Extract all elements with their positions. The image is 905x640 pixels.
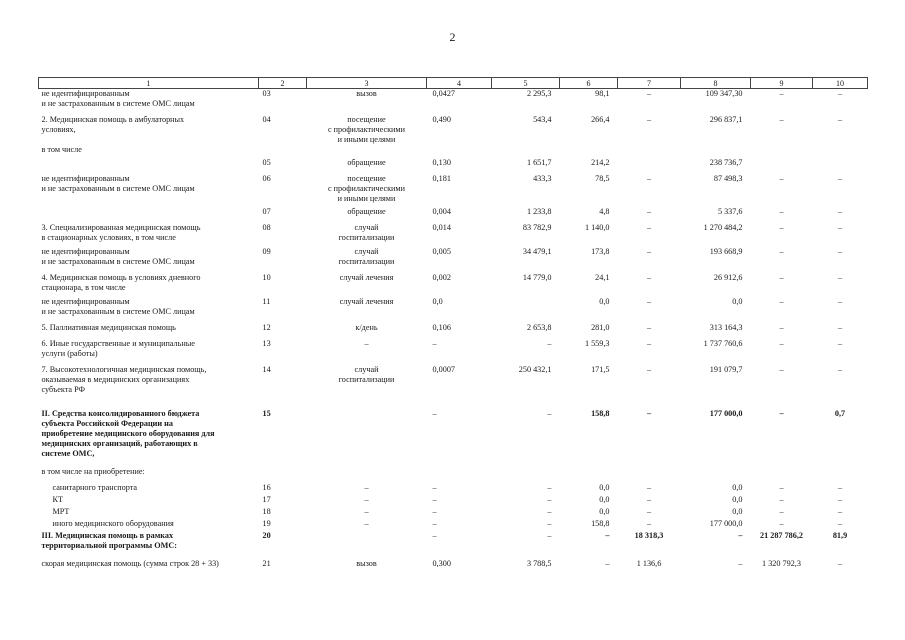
cell-col-3: вызов xyxy=(356,89,377,98)
cell-col-1: санитарного транспорта xyxy=(52,483,138,492)
cell-col-6: 266,4 xyxy=(591,115,610,124)
cell-col-10: – xyxy=(837,507,843,516)
cell-col-7: – xyxy=(646,247,652,256)
cell-col-5: 2 653,8 xyxy=(526,323,552,332)
cell-col-1: 4. Медицинская помощь в условиях дневного стационара, в том числе xyxy=(41,273,201,292)
cell-col-8: 5 337,6 xyxy=(717,207,743,216)
cell-col-8: 193 668,9 xyxy=(709,247,743,256)
table-row xyxy=(39,267,868,293)
cell-col-2: 21 xyxy=(262,559,271,568)
cell-col-5 xyxy=(492,293,560,317)
table-row xyxy=(39,333,868,359)
cell-col-8: 0,0 xyxy=(732,495,743,504)
cell-col-1: 5. Паллиативная медицинская помощь xyxy=(41,323,176,332)
cell-col-5: – xyxy=(547,495,552,504)
cell-col-4: – xyxy=(432,409,437,418)
cell-col-7: – xyxy=(646,409,652,418)
cell-col-2: 12 xyxy=(262,323,271,332)
cell-col-5: 433,3 xyxy=(533,174,552,183)
cell-col-10 xyxy=(813,155,868,168)
cell-col-7: – xyxy=(646,483,652,492)
cell-col-3: вызов xyxy=(356,559,377,568)
cell-col-9: – xyxy=(779,365,784,374)
cell-col-10: – xyxy=(837,223,843,232)
cell-col-9: 1 320 792,3 xyxy=(762,559,801,568)
cell-col-5: 83 782,9 xyxy=(522,223,552,232)
cell-col-6: – xyxy=(605,559,610,568)
table-row xyxy=(39,493,868,505)
table-row xyxy=(39,459,868,477)
cell-col-6: 0,0 xyxy=(599,483,610,492)
cell-col-3: – xyxy=(364,339,369,348)
cell-col-2: 09 xyxy=(262,247,271,256)
cell-col-1: КТ xyxy=(52,495,63,504)
cell-col-4: – xyxy=(432,339,437,348)
cell-col-8: – xyxy=(738,531,743,540)
cell-col-6: 1 140,0 xyxy=(584,223,610,232)
cell-col-7: – xyxy=(646,365,652,374)
column-header-1: 1 xyxy=(39,78,259,89)
cell-col-3: случай госпитализации xyxy=(338,223,395,242)
cell-col-2: 17 xyxy=(262,495,271,504)
cell-col-5: – xyxy=(547,339,552,348)
cell-col-2 xyxy=(259,459,307,477)
cell-col-3: – xyxy=(364,519,369,528)
cell-col-9: 21 287 786,2 xyxy=(760,531,803,540)
cell-col-10: – xyxy=(837,339,843,348)
cell-col-2: 05 xyxy=(262,158,271,167)
cell-col-8: 0,0 xyxy=(732,297,743,306)
cell-col-1: III. Медицинская помощь в рамках территориальной программы ОМС: xyxy=(41,531,177,550)
cell-col-4: 0,004 xyxy=(432,207,451,216)
cell-col-7 xyxy=(618,155,681,168)
cell-col-3 xyxy=(307,395,427,459)
column-header-8: 8 xyxy=(681,78,751,89)
cell-col-10: – xyxy=(837,483,843,492)
cell-col-3 xyxy=(307,459,427,477)
cell-col-2: 19 xyxy=(262,519,271,528)
cell-col-2: 07 xyxy=(262,207,271,216)
cell-col-5: 543,4 xyxy=(533,115,552,124)
cell-col-2: 15 xyxy=(262,409,271,418)
table-row xyxy=(39,204,868,217)
cell-col-8: 26 912,6 xyxy=(713,273,743,282)
cell-col-7: – xyxy=(646,519,652,528)
cell-col-4: – xyxy=(432,507,437,516)
cell-col-6 xyxy=(560,459,618,477)
table-row xyxy=(39,89,868,110)
cell-col-6: 78,5 xyxy=(595,174,610,183)
cell-col-4: 0,014 xyxy=(432,223,451,232)
cell-col-9: – xyxy=(779,247,784,256)
cell-col-10: – xyxy=(837,559,843,568)
cell-col-5: 250 432,1 xyxy=(518,365,552,374)
cell-col-1: II. Средства консолидированного бюджета субъекта Российской Федерации на приобретение медицинского оборудования для медицинских организаций, работающих в системе ОМС, xyxy=(41,409,215,458)
cell-col-5: 1 651,7 xyxy=(526,158,552,167)
cell-col-5: 34 479,1 xyxy=(522,247,552,256)
cell-col-9: – xyxy=(779,339,784,348)
table-row xyxy=(39,317,868,333)
cell-col-3: к/день xyxy=(355,323,378,332)
cell-col-8: 191 079,7 xyxy=(709,365,743,374)
cell-col-6: 1 559,3 xyxy=(584,339,610,348)
cell-col-3: посещение с профилактическими и иными целями xyxy=(328,115,405,144)
cell-col-10: – xyxy=(837,297,843,306)
cell-col-7: – xyxy=(646,507,652,516)
cell-col-6: 158,8 xyxy=(591,519,610,528)
cell-col-9: – xyxy=(779,519,784,528)
column-header-4: 4 xyxy=(427,78,492,89)
cell-col-5: 14 779,0 xyxy=(522,273,552,282)
cell-col-5: – xyxy=(547,507,552,516)
cell-col-8: 296 837,1 xyxy=(709,115,743,124)
cell-col-4: 0,300 xyxy=(432,559,451,568)
cell-col-7: – xyxy=(646,174,652,183)
cell-col-1: не идентифицированным и не застрахованным в системе ОМС лицам xyxy=(41,247,195,266)
cell-col-7: 1 136,6 xyxy=(636,559,662,568)
cell-col-4 xyxy=(427,459,492,477)
cell-col-5: – xyxy=(547,483,552,492)
cell-col-2: 11 xyxy=(262,297,271,306)
cell-col-10: – xyxy=(837,174,843,183)
table-row xyxy=(39,551,868,569)
cell-col-5: – xyxy=(547,531,552,540)
cell-col-8: 238 736,7 xyxy=(709,158,743,167)
cell-col-1: 2. Медицинская помощь в амбулаторных условиях, в том числе xyxy=(41,115,185,154)
cell-col-7: – xyxy=(646,89,652,98)
cell-col-7: – xyxy=(646,323,652,332)
cell-col-8: 1 737 760,6 xyxy=(703,339,743,348)
table-header-row xyxy=(39,78,868,89)
cell-col-1: 6. Иные государственные и муниципальные услуги (работы) xyxy=(41,339,195,358)
cell-col-10: 0,7 xyxy=(834,409,846,418)
cell-col-10: – xyxy=(837,247,843,256)
cell-col-7: 18 318,3 xyxy=(634,531,664,540)
cell-col-6: 24,1 xyxy=(595,273,610,282)
cell-col-10: – xyxy=(837,495,843,504)
cell-col-5: – xyxy=(547,409,552,418)
cell-col-9 xyxy=(751,459,813,477)
cell-col-1: МРТ xyxy=(52,507,70,516)
table-row xyxy=(39,293,868,317)
table-row xyxy=(39,529,868,551)
cell-col-10: – xyxy=(837,365,843,374)
cell-col-2: 18 xyxy=(262,507,271,516)
cell-col-8: 177 000,0 xyxy=(709,519,743,528)
cell-col-4: – xyxy=(432,495,437,504)
cell-col-2: 13 xyxy=(262,339,271,348)
cell-col-8: 1 270 484,2 xyxy=(703,223,743,232)
cell-col-3: случай госпитализации xyxy=(338,247,395,266)
cell-col-8: 313 164,3 xyxy=(709,323,743,332)
cell-col-2: 04 xyxy=(262,115,271,124)
cell-col-4: 0,130 xyxy=(432,158,451,167)
cell-col-5: 1 233,8 xyxy=(526,207,552,216)
column-header-3: 3 xyxy=(307,78,427,89)
column-header-6: 6 xyxy=(560,78,618,89)
cell-col-10: – xyxy=(837,323,843,332)
cell-col-3: – xyxy=(364,507,369,516)
cell-col-9 xyxy=(751,155,813,168)
cell-col-6: 0,0 xyxy=(599,297,610,306)
cell-col-2: 14 xyxy=(262,365,271,374)
cell-col-9: – xyxy=(779,174,784,183)
cell-col-9: – xyxy=(779,223,784,232)
cell-col-1: не идентифицированным и не застрахованным в системе ОМС лицам xyxy=(41,174,195,193)
cell-col-3 xyxy=(307,529,427,551)
table-body xyxy=(39,89,868,570)
cell-col-6: 98,1 xyxy=(595,89,610,98)
cell-col-2: 06 xyxy=(262,174,271,183)
cell-col-9: – xyxy=(779,207,784,216)
cell-col-2: 10 xyxy=(262,273,271,282)
cell-col-10: – xyxy=(837,89,843,98)
cell-col-10: 81,9 xyxy=(832,531,848,540)
column-header-2: 2 xyxy=(259,78,307,89)
cell-col-3: случай госпитализации xyxy=(338,365,395,384)
table-row xyxy=(39,395,868,459)
cell-col-8 xyxy=(681,459,751,477)
cell-col-10: – xyxy=(837,115,843,124)
cell-col-5: 2 295,3 xyxy=(526,89,552,98)
cell-col-7: – xyxy=(646,495,652,504)
cell-col-9: – xyxy=(779,507,784,516)
cell-col-10: – xyxy=(837,519,843,528)
column-header-7: 7 xyxy=(618,78,681,89)
data-table xyxy=(38,77,868,569)
cell-col-6: 0,0 xyxy=(599,495,610,504)
cell-col-3: – xyxy=(364,483,369,492)
cell-col-4: 0,181 xyxy=(432,174,451,183)
table-row xyxy=(39,168,868,204)
column-header-5: 5 xyxy=(492,78,560,89)
table-row xyxy=(39,243,868,267)
cell-col-10: – xyxy=(837,207,843,216)
cell-col-3: посещение с профилактическими и иными целями xyxy=(328,174,405,203)
cell-col-2: 03 xyxy=(262,89,271,98)
cell-col-4: – xyxy=(432,483,437,492)
cell-col-6: 4,8 xyxy=(599,207,610,216)
cell-col-7: – xyxy=(646,207,652,216)
cell-col-2: 16 xyxy=(262,483,271,492)
cell-col-10: – xyxy=(837,273,843,282)
cell-col-9: – xyxy=(779,495,784,504)
cell-col-7: – xyxy=(646,273,652,282)
cell-col-1: иного медицинского оборудования xyxy=(52,519,174,528)
cell-col-8: 87 498,3 xyxy=(713,174,743,183)
cell-col-6: 173,8 xyxy=(591,247,610,256)
cell-col-4: 0,0427 xyxy=(432,89,456,98)
cell-col-4: 0,002 xyxy=(432,273,451,282)
cell-col-6: 0,0 xyxy=(599,507,610,516)
table-row xyxy=(39,359,868,395)
table-row xyxy=(39,109,868,155)
cell-col-9: – xyxy=(779,89,784,98)
cell-col-9: – xyxy=(779,273,784,282)
cell-col-8: 109 347,30 xyxy=(705,89,743,98)
cell-col-4: – xyxy=(432,519,437,528)
cell-col-9: – xyxy=(779,483,784,492)
cell-col-4: 0,0 xyxy=(432,297,443,306)
cell-col-5 xyxy=(492,459,560,477)
cell-col-7 xyxy=(618,459,681,477)
cell-col-8: 177 000,0 xyxy=(709,409,743,418)
cell-col-10 xyxy=(813,459,868,477)
cell-col-7: – xyxy=(646,297,652,306)
cell-col-6: 214,2 xyxy=(591,158,610,167)
cell-col-1 xyxy=(39,155,259,168)
cell-col-2: 20 xyxy=(262,531,271,540)
cell-col-7: – xyxy=(646,223,652,232)
cell-col-8: 0,0 xyxy=(732,483,743,492)
cell-col-7: – xyxy=(646,115,652,124)
cell-col-3: случай лечения xyxy=(339,297,394,306)
cell-col-9: – xyxy=(779,297,784,306)
cell-col-3: – xyxy=(364,495,369,504)
cell-col-6: 281,0 xyxy=(591,323,610,332)
cell-col-8: – xyxy=(738,559,743,568)
cell-col-5: 3 788,5 xyxy=(526,559,552,568)
column-header-10: 10 xyxy=(813,78,868,89)
cell-col-1: скорая медицинская помощь (сумма строк 28 + 33) xyxy=(41,559,219,568)
cell-col-1: 7. Высокотехнологичная медицинская помощь, оказываемая в медицинских организациях субъекта РФ xyxy=(41,365,207,394)
page-number: 2 xyxy=(449,30,456,44)
table-row xyxy=(39,155,868,168)
cell-col-1: в том числе на приобретение: xyxy=(41,467,145,476)
cell-col-4: 0,490 xyxy=(432,115,451,124)
cell-col-4: 0,106 xyxy=(432,323,451,332)
cell-col-9: – xyxy=(779,409,784,418)
column-header-9: 9 xyxy=(751,78,813,89)
cell-col-1: не идентифицированным и не застрахованным в системе ОМС лицам xyxy=(41,297,195,316)
table-row xyxy=(39,517,868,529)
cell-col-3: случай лечения xyxy=(339,273,394,282)
cell-col-8: 0,0 xyxy=(732,507,743,516)
cell-col-2: 08 xyxy=(262,223,271,232)
table-row xyxy=(39,477,868,493)
cell-col-6: – xyxy=(605,531,610,540)
table-row xyxy=(39,505,868,517)
table-row xyxy=(39,217,868,243)
cell-col-4: 0,0007 xyxy=(432,365,456,374)
cell-col-6: 158,8 xyxy=(591,409,610,418)
cell-col-7: – xyxy=(646,339,652,348)
cell-col-4: – xyxy=(432,531,437,540)
cell-col-9: – xyxy=(779,115,784,124)
cell-col-3: обращение xyxy=(347,207,386,216)
cell-col-4: 0,005 xyxy=(432,247,451,256)
cell-col-6: 171,5 xyxy=(591,365,610,374)
cell-col-5: – xyxy=(547,519,552,528)
cell-col-1: 3. Специализированная медицинская помощь в стационарных условиях, в том числе xyxy=(41,223,201,242)
cell-col-3: обращение xyxy=(347,158,386,167)
cell-col-9: – xyxy=(779,323,784,332)
cell-col-1 xyxy=(39,204,259,217)
cell-col-1: не идентифицированным и не застрахованным в системе ОМС лицам xyxy=(41,89,195,108)
